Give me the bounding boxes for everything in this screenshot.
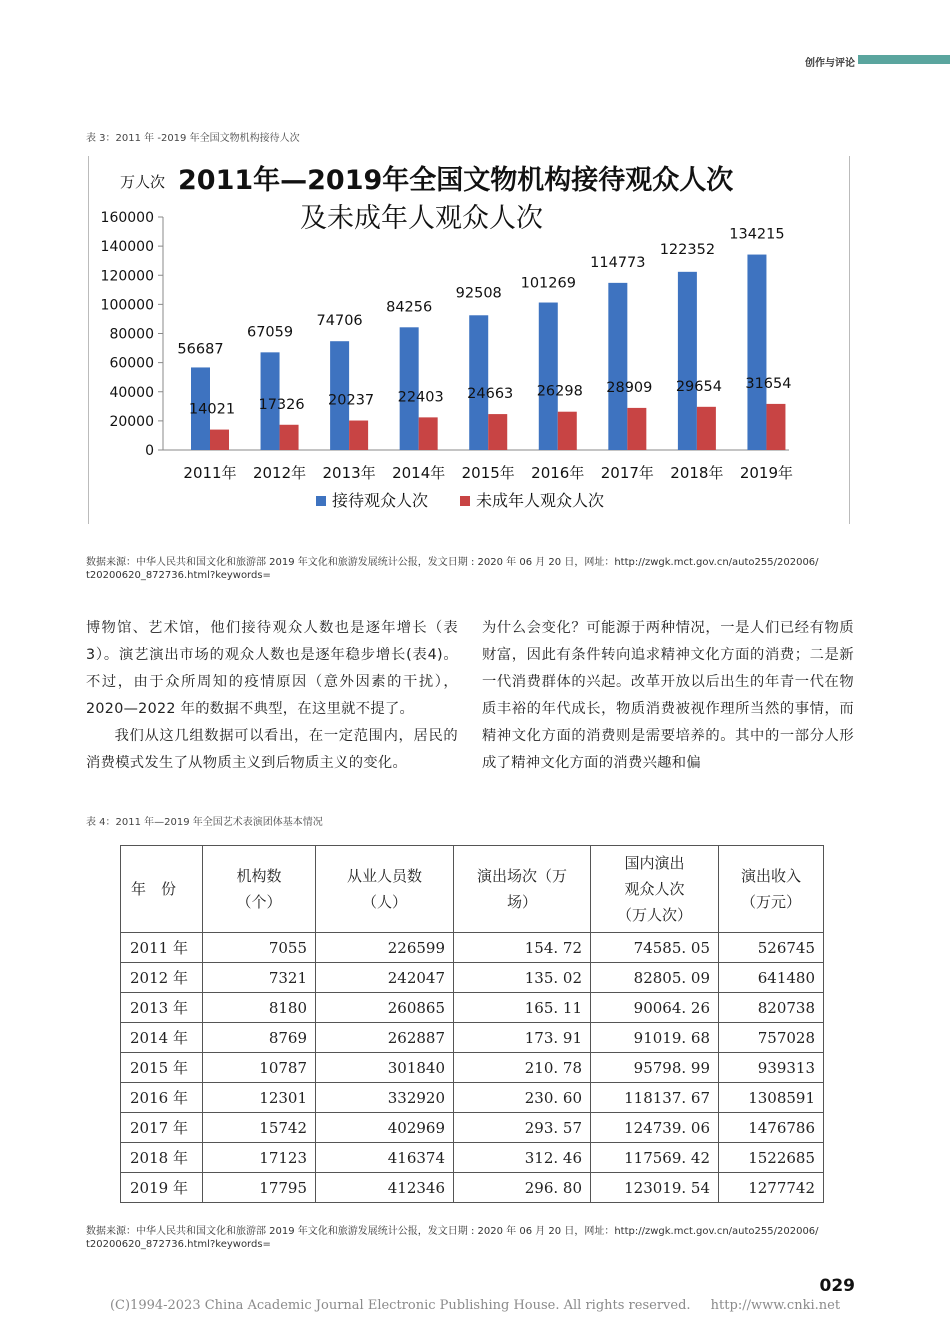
table-cell: 15742 <box>203 1113 316 1143</box>
table3-caption: 表 3：2011 年 -2019 年全国文物机构接待人次 <box>86 133 300 144</box>
source-line-1: 数据来源：中华人民共和国文化和旅游部 2019 年文化和旅游发展统计公报，发文日期 : 2020 年 06 月 20 日，网址：http://zwgk.mct.gov.cn/auto255/202006/ <box>86 1226 819 1237</box>
paragraph: 为什么会变化？可能源于两种情况，一是人们已经有物质财富，因此有条件转向追求精神文化方面的消费；二是新一代消费群体的兴起。改革开放以后出生的年青一代在物质丰裕的年代成长，物质消费被视作理所当然的事情，而精神文化方面的消费则是需要培养的。其中的一部分人形成了精神文化方面的消费兴趣和偏 <box>482 620 854 771</box>
table-cell: 2019 年 <box>121 1173 203 1203</box>
table-row <box>121 1113 824 1143</box>
table-cell: 173. 91 <box>454 1023 591 1053</box>
table-cell: 118137. 67 <box>591 1083 719 1113</box>
header-year: 年 份 <box>121 846 203 933</box>
table-cell: 1308591 <box>719 1083 824 1113</box>
table-cell: 91019. 68 <box>591 1023 719 1053</box>
table-cell: 1277742 <box>719 1173 824 1203</box>
table-row <box>121 1023 824 1053</box>
data-label-visitors: 74706 <box>316 313 363 330</box>
table-cell: 2018 年 <box>121 1143 203 1173</box>
x-tick-label: 2015年 <box>461 464 515 482</box>
table-row <box>121 1143 824 1173</box>
table-cell: 2015 年 <box>121 1053 203 1083</box>
data-label-visitors: 92508 <box>455 285 502 302</box>
chart-title-line2: 及未成年人观众人次 <box>300 203 543 234</box>
table-cell: 296. 80 <box>454 1173 591 1203</box>
table-cell: 332920 <box>316 1083 454 1113</box>
x-tick-label: 2012年 <box>252 464 307 482</box>
table-row <box>121 993 824 1023</box>
header-audience: 国内演出 观众人次 （万人次） <box>591 846 719 933</box>
data-label-minors: 24663 <box>467 386 514 403</box>
source-line-1: 数据来源：中华人民共和国文化和旅游部 2019 年文化和旅游发展统计公报，发文日期 : 2020 年 06 月 20 日，网址：http://zwgk.mct.gov.cn/auto255/202006/ <box>86 557 819 568</box>
table-cell: 154. 72 <box>454 933 591 963</box>
x-tick-label: 2018年 <box>670 464 724 482</box>
table-cell: 1522685 <box>719 1143 824 1173</box>
table-row <box>121 1053 824 1083</box>
table-cell: 82805. 09 <box>591 963 719 993</box>
y-tick-label: 160000 <box>100 210 154 226</box>
table-cell: 12301 <box>203 1083 316 1113</box>
data-label-minors: 26298 <box>536 383 583 400</box>
bar-minors <box>627 408 646 450</box>
table-cell: 641480 <box>719 963 824 993</box>
table-row <box>121 963 824 993</box>
header-performances: 演出场次（万 场） <box>454 846 591 933</box>
table-cell: 7321 <box>203 963 316 993</box>
table-row <box>121 1083 824 1113</box>
bar-visitors <box>469 315 488 450</box>
x-tick-label: 2011年 <box>183 464 237 482</box>
y-tick-label: 0 <box>145 443 154 459</box>
cnki-link[interactable]: http://www.cnki.net <box>710 1298 841 1313</box>
chart-svg <box>88 156 850 524</box>
page-number: 029 <box>819 1276 855 1296</box>
table-cell: 8769 <box>203 1023 316 1053</box>
table-cell: 8180 <box>203 993 316 1023</box>
bar-minors <box>280 425 299 450</box>
bar-minors <box>558 412 577 450</box>
paragraph: 博物馆、艺术馆，他们接待观众人数也是逐年增长（表3）。演艺演出市场的观众人数也是逐年稳步增长(表4)。不过，由于众所周知的疫情原因（意外因素的干扰），2020—2022 年的数据不典型，在这里就不提了。 <box>86 620 458 717</box>
table-row <box>121 933 824 963</box>
y-tick-label: 60000 <box>109 355 154 372</box>
data-label-visitors: 122352 <box>659 241 716 258</box>
table-cell: 260865 <box>316 993 454 1023</box>
chart-ylabel: 万人次 <box>120 173 166 191</box>
table-cell: 242047 <box>316 963 454 993</box>
table-cell: 74585. 05 <box>591 933 719 963</box>
source-line-2: t20200620_872736.html?keywords= <box>86 1239 271 1250</box>
table4-caption: 表 4：2011 年—2019 年全国艺术表演团体基本情况 <box>86 817 323 828</box>
y-tick-label: 120000 <box>100 268 154 285</box>
x-tick-label: 2014年 <box>392 464 446 482</box>
table-cell: 135. 02 <box>454 963 591 993</box>
data-label-minors: 17326 <box>258 396 305 413</box>
header-accent-bar <box>858 55 950 64</box>
bar-minors <box>349 421 368 450</box>
body-left-column <box>86 615 458 777</box>
table-cell: 526745 <box>719 933 824 963</box>
bar-visitors <box>608 283 627 450</box>
bar-minors <box>766 404 785 450</box>
legend-swatch-minors <box>460 496 470 506</box>
table-cell: 757028 <box>719 1023 824 1053</box>
table-cell: 402969 <box>316 1113 454 1143</box>
chart-title-line1: 2011年—2019年全国文物机构接待观众人次 <box>178 165 734 196</box>
data-label-minors: 28909 <box>606 379 653 396</box>
legend-label-minors: 未成年人观众人次 <box>476 491 605 510</box>
data-label-minors: 20237 <box>328 392 375 409</box>
table-header-row <box>121 846 824 933</box>
data-label-visitors: 114773 <box>590 254 646 271</box>
table-cell: 293. 57 <box>454 1113 591 1143</box>
x-tick-label: 2016年 <box>531 464 585 482</box>
table-cell: 124739. 06 <box>591 1113 719 1143</box>
data-label-minors: 31654 <box>745 375 792 392</box>
bar-minors <box>210 430 229 450</box>
legend-label-visitors: 接待观众人次 <box>332 491 429 510</box>
x-tick-label: 2013年 <box>322 464 376 482</box>
table-cell: 17795 <box>203 1173 316 1203</box>
source-line-2: t20200620_872736.html?keywords= <box>86 570 271 581</box>
x-tick-label: 2019年 <box>739 464 794 482</box>
table-cell: 2013 年 <box>121 993 203 1023</box>
table-cell: 820738 <box>719 993 824 1023</box>
bar-minors <box>697 407 716 450</box>
copyright-text: (C)1994-2023 China Academic Journal Electronic Publishing House. All rights reserved. <box>109 1298 691 1313</box>
table-cell: 301840 <box>316 1053 454 1083</box>
performance-table <box>120 845 824 1203</box>
table-cell: 7055 <box>203 933 316 963</box>
data-label-visitors: 84256 <box>386 299 433 316</box>
table-cell: 2016 年 <box>121 1083 203 1113</box>
y-tick-label: 80000 <box>109 326 154 343</box>
table-cell: 123019. 54 <box>591 1173 719 1203</box>
data-label-visitors: 101269 <box>520 275 576 292</box>
table-cell: 412346 <box>316 1173 454 1203</box>
table-source-note <box>86 1225 856 1251</box>
bar-visitors <box>678 272 697 450</box>
table-cell: 939313 <box>719 1053 824 1083</box>
bar-visitors <box>539 303 558 450</box>
chart-source-note <box>86 556 856 582</box>
copyright-footer <box>0 1298 950 1313</box>
table-cell: 230. 60 <box>454 1083 591 1113</box>
table-cell: 262887 <box>316 1023 454 1053</box>
table-cell: 95798. 99 <box>591 1053 719 1083</box>
bar-minors <box>419 417 438 450</box>
table-cell: 210. 78 <box>454 1053 591 1083</box>
table-cell: 117569. 42 <box>591 1143 719 1173</box>
table-cell: 1476786 <box>719 1113 824 1143</box>
table-cell: 226599 <box>316 933 454 963</box>
header-institutions: 机构数 （个） <box>203 846 316 933</box>
x-tick-label: 2017年 <box>600 464 654 482</box>
bar-visitors <box>747 255 766 450</box>
bar-minors <box>488 414 507 450</box>
y-tick-label: 40000 <box>109 384 154 401</box>
table-cell: 2012 年 <box>121 963 203 993</box>
table-cell: 416374 <box>316 1143 454 1173</box>
table-cell: 17123 <box>203 1143 316 1173</box>
visitors-chart <box>88 156 850 524</box>
header-revenue: 演出收入 （万元） <box>719 846 824 933</box>
table-cell: 165. 11 <box>454 993 591 1023</box>
table-cell: 10787 <box>203 1053 316 1083</box>
table-cell: 2011 年 <box>121 933 203 963</box>
table-cell: 90064. 26 <box>591 993 719 1023</box>
legend-swatch-visitors <box>316 496 326 506</box>
header-employees: 从业人员数 （人） <box>316 846 454 933</box>
y-tick-label: 20000 <box>109 413 154 430</box>
paragraph: 我们从这几组数据可以看出，在一定范围内，居民的消费模式发生了从物质主义到后物质主义的变化。 <box>86 728 458 771</box>
y-tick-label: 100000 <box>100 297 154 314</box>
data-label-visitors: 134215 <box>729 226 785 243</box>
data-label-visitors: 67059 <box>246 324 294 341</box>
y-tick-label: 140000 <box>100 239 154 256</box>
section-label: 创作与评论 <box>805 58 855 69</box>
data-label-visitors: 56687 <box>177 341 224 358</box>
data-label-minors: 22403 <box>397 389 444 406</box>
table-cell: 2017 年 <box>121 1113 203 1143</box>
table-row <box>121 1173 824 1203</box>
table-cell: 312. 46 <box>454 1143 591 1173</box>
table-cell: 2014 年 <box>121 1023 203 1053</box>
data-label-minors: 14021 <box>188 401 236 418</box>
data-label-minors: 29654 <box>675 378 722 395</box>
body-right-column <box>482 615 854 777</box>
